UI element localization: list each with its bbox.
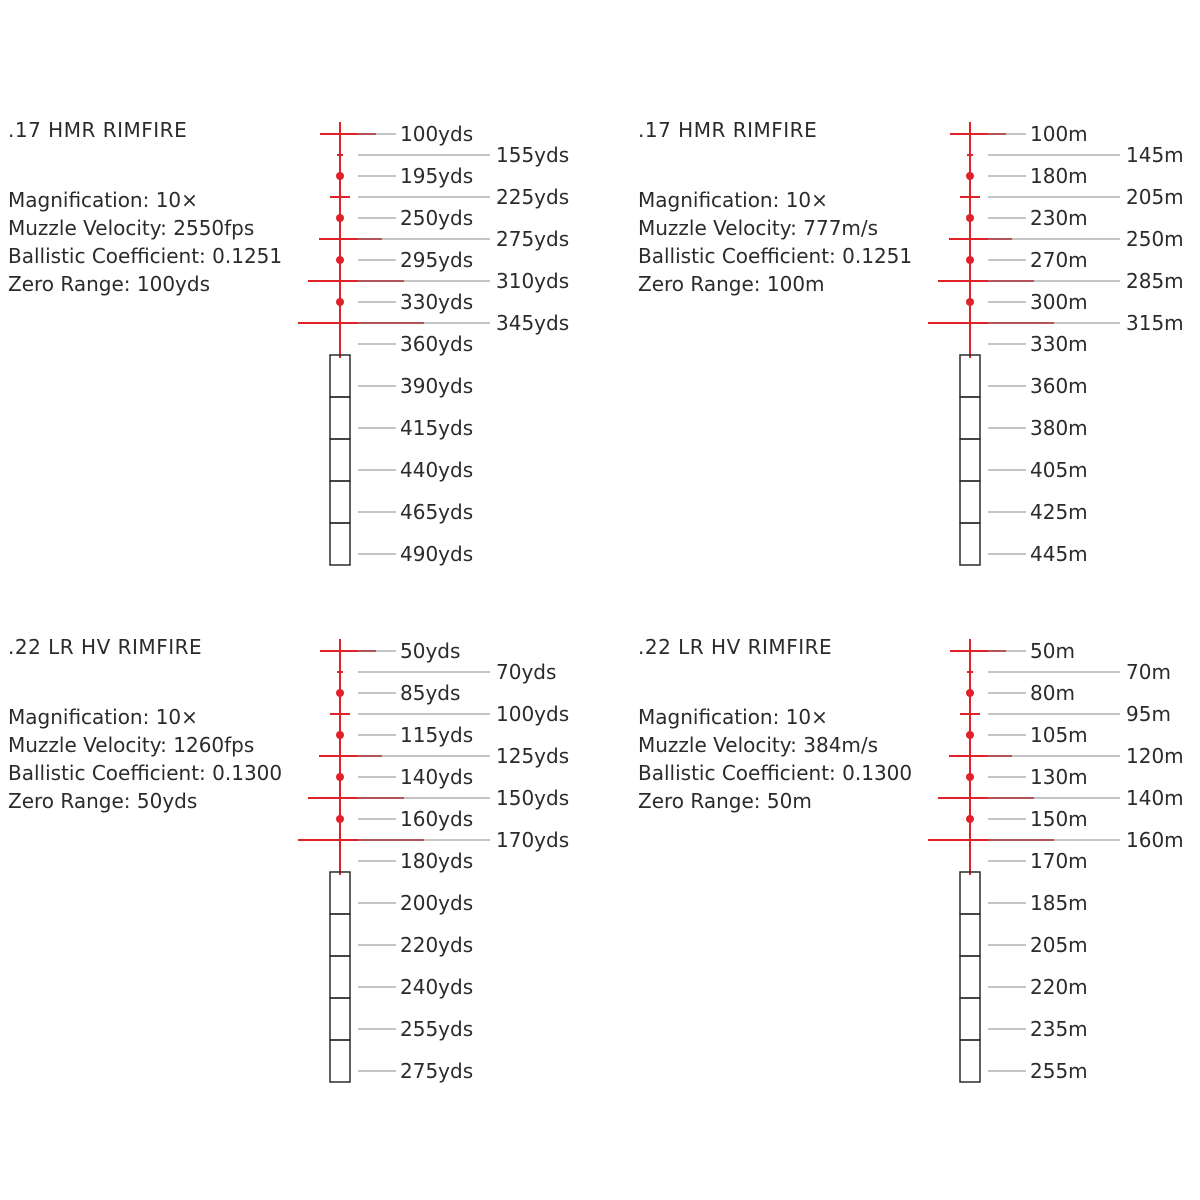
range-label: 220yds [400, 933, 474, 957]
range-label: 180yds [400, 849, 474, 873]
holdover-dot [966, 731, 974, 739]
ballistic-panel-17hmr-meters [630, 0, 1200, 566]
range-label: 235m [1030, 1017, 1088, 1041]
holdover-dot [966, 815, 974, 823]
range-label: 225yds [496, 185, 570, 209]
range-label: 330yds [400, 290, 474, 314]
cartridge-title: .22 LR HV RIMFIRE [638, 635, 833, 659]
muzzle-velocity-text: Muzzle Velocity: 384m/s [638, 733, 879, 757]
holdover-dot [336, 731, 344, 739]
range-label: 145m [1126, 143, 1184, 167]
range-label: 270m [1030, 248, 1088, 272]
range-label: 150yds [496, 786, 570, 810]
post-segment [330, 397, 350, 439]
muzzle-velocity-text: Muzzle Velocity: 777m/s [638, 216, 879, 240]
post-segment [960, 956, 980, 998]
range-label: 255m [1030, 1059, 1088, 1083]
range-label: 345yds [496, 311, 570, 335]
range-label: 70m [1126, 660, 1171, 684]
range-label: 250m [1126, 227, 1184, 251]
range-label: 300m [1030, 290, 1088, 314]
post-segment [330, 872, 350, 914]
ballistic-coefficient-text: Ballistic Coefficient: 0.1251 [8, 244, 283, 268]
holdover-dot [966, 298, 974, 306]
range-label: 330m [1030, 332, 1088, 356]
range-label: 100yds [400, 122, 474, 146]
muzzle-velocity-text: Muzzle Velocity: 1260fps [8, 733, 255, 757]
range-label: 240yds [400, 975, 474, 999]
range-label: 150m [1030, 807, 1088, 831]
reticle-diagram [630, 517, 1200, 1117]
range-label: 445m [1030, 542, 1088, 566]
range-label: 195yds [400, 164, 474, 188]
range-label: 220m [1030, 975, 1088, 999]
range-label: 160m [1126, 828, 1184, 852]
holdover-dot [336, 172, 344, 180]
range-label: 170m [1030, 849, 1088, 873]
range-label: 250yds [400, 206, 474, 230]
post-segment [960, 1040, 980, 1082]
range-label: 155yds [496, 143, 570, 167]
post-segment [960, 998, 980, 1040]
range-label: 70yds [496, 660, 557, 684]
ballistic-panel-22lr-meters [630, 517, 1200, 1083]
post-segment [330, 355, 350, 397]
post-segment [960, 914, 980, 956]
range-label: 425m [1030, 500, 1088, 524]
range-label: 490yds [400, 542, 474, 566]
post-segment [960, 439, 980, 481]
range-label: 275yds [496, 227, 570, 251]
range-label: 295yds [400, 248, 474, 272]
zero-range-text: Zero Range: 100m [638, 272, 825, 296]
holdover-dot [336, 815, 344, 823]
range-label: 100yds [496, 702, 570, 726]
holdover-dot [966, 214, 974, 222]
holdover-dot [336, 773, 344, 781]
magnification-text: Magnification: 10× [638, 705, 828, 729]
range-label: 170yds [496, 828, 570, 852]
cartridge-title: .17 HMR RIMFIRE [638, 118, 818, 142]
cartridge-title: .22 LR HV RIMFIRE [8, 635, 203, 659]
range-label: 130m [1030, 765, 1088, 789]
range-label: 315m [1126, 311, 1184, 335]
range-label: 50m [1030, 639, 1075, 663]
range-label: 415yds [400, 416, 474, 440]
range-label: 205m [1126, 185, 1184, 209]
range-label: 380m [1030, 416, 1088, 440]
zero-range-text: Zero Range: 100yds [8, 272, 210, 296]
holdover-dot [966, 773, 974, 781]
post-segment [330, 914, 350, 956]
ballistic-coefficient-text: Ballistic Coefficient: 0.1300 [638, 761, 913, 785]
range-label: 100m [1030, 122, 1088, 146]
ballistic-panel-22lr-yards [0, 517, 600, 1083]
post-segment [330, 439, 350, 481]
range-label: 230m [1030, 206, 1088, 230]
reticle-diagram [0, 0, 600, 600]
range-label: 185m [1030, 891, 1088, 915]
range-label: 310yds [496, 269, 570, 293]
range-label: 465yds [400, 500, 474, 524]
holdover-dot [966, 689, 974, 697]
holdover-dot [336, 298, 344, 306]
reticle-diagram [0, 517, 600, 1117]
range-label: 125yds [496, 744, 570, 768]
post-segment [960, 397, 980, 439]
range-label: 255yds [400, 1017, 474, 1041]
zero-range-text: Zero Range: 50m [638, 789, 812, 813]
range-label: 390yds [400, 374, 474, 398]
holdover-dot [966, 172, 974, 180]
range-label: 85yds [400, 681, 461, 705]
range-label: 120m [1126, 744, 1184, 768]
magnification-text: Magnification: 10× [8, 188, 198, 212]
post-segment [330, 956, 350, 998]
post-segment [330, 1040, 350, 1082]
ballistic-coefficient-text: Ballistic Coefficient: 0.1251 [638, 244, 913, 268]
range-label: 360m [1030, 374, 1088, 398]
range-label: 140yds [400, 765, 474, 789]
holdover-dot [336, 256, 344, 264]
range-label: 205m [1030, 933, 1088, 957]
holdover-dot [966, 256, 974, 264]
muzzle-velocity-text: Muzzle Velocity: 2550fps [8, 216, 255, 240]
ballistic-panel-17hmr-yards [0, 0, 600, 566]
range-label: 200yds [400, 891, 474, 915]
range-label: 115yds [400, 723, 474, 747]
cartridge-title: .17 HMR RIMFIRE [8, 118, 188, 142]
ballistic-coefficient-text: Ballistic Coefficient: 0.1300 [8, 761, 283, 785]
range-label: 105m [1030, 723, 1088, 747]
post-segment [960, 872, 980, 914]
range-label: 285m [1126, 269, 1184, 293]
holdover-dot [336, 214, 344, 222]
range-label: 50yds [400, 639, 461, 663]
range-label: 440yds [400, 458, 474, 482]
range-label: 160yds [400, 807, 474, 831]
post-segment [330, 998, 350, 1040]
range-label: 405m [1030, 458, 1088, 482]
range-label: 180m [1030, 164, 1088, 188]
range-label: 140m [1126, 786, 1184, 810]
magnification-text: Magnification: 10× [8, 705, 198, 729]
holdover-dot [336, 689, 344, 697]
range-label: 95m [1126, 702, 1171, 726]
range-label: 360yds [400, 332, 474, 356]
reticle-diagram [630, 0, 1200, 600]
range-label: 80m [1030, 681, 1075, 705]
zero-range-text: Zero Range: 50yds [8, 789, 198, 813]
post-segment [960, 355, 980, 397]
range-label: 275yds [400, 1059, 474, 1083]
magnification-text: Magnification: 10× [638, 188, 828, 212]
